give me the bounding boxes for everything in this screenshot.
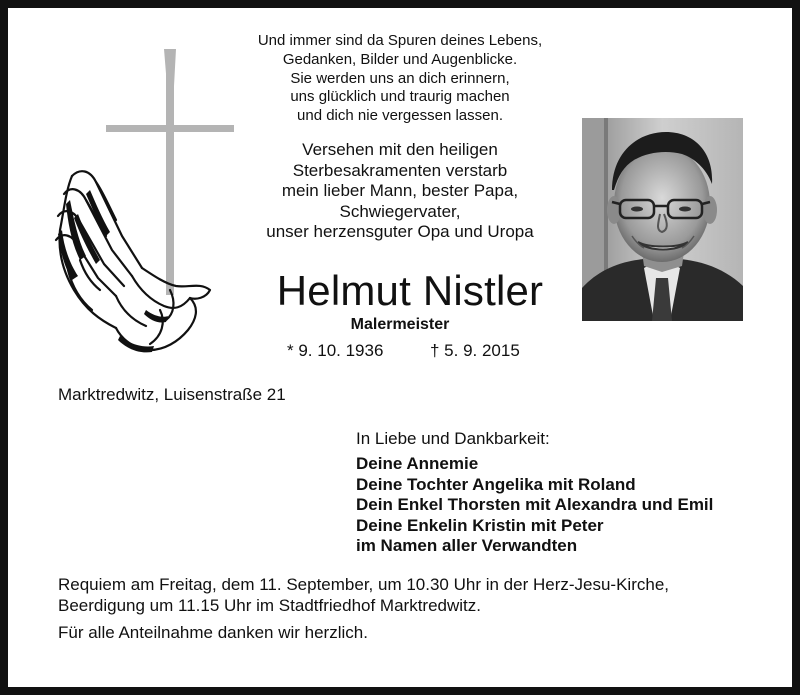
- poem: [215, 32, 585, 126]
- poem-line: uns glücklich und traurig machen: [290, 88, 510, 106]
- deceased-name: Helmut Nistler: [276, 267, 544, 314]
- announcement-line: unser herzensguter Opa und Uropa: [266, 222, 534, 241]
- poem-line: und dich nie vergessen lassen.: [297, 107, 503, 125]
- poem-line: Und immer sind da Spuren deines Lebens,: [257, 32, 543, 49]
- family-member: im Namen aller Verwandten: [356, 536, 578, 556]
- profession: Malermeister: [350, 316, 450, 333]
- thanks-note: Für alle Anteilnahme danken wir herzlich.: [58, 623, 368, 642]
- funeral-line: Beerdigung um 11.15 Uhr im Stadtfriedhof Marktredwitz.: [58, 595, 481, 615]
- poem-line: Sie werden uns an dich erinnern,: [290, 69, 510, 87]
- family-member: Deine Tochter Angelika mit Roland: [356, 474, 636, 494]
- portrait-photo: [582, 118, 743, 321]
- announcement-line: Schwiegervater,: [339, 201, 461, 221]
- announcement-line: mein lieber Mann, bester Papa,: [281, 181, 519, 200]
- family-intro: In Liebe und Dankbarkeit:: [356, 429, 550, 448]
- family-member: Deine Annemie: [356, 454, 479, 473]
- announcement-line: Sterbesakramenten verstarb: [292, 160, 508, 180]
- death-announcement: [215, 140, 585, 243]
- death-date: † 5. 9. 2015: [430, 341, 520, 360]
- address: Marktredwitz, Luisenstraße 21: [58, 385, 286, 404]
- birth-date: * 9. 10. 1936: [287, 341, 384, 360]
- praying-hands-icon: [50, 160, 220, 365]
- family-member: Deine Enkelin Kristin mit Peter: [356, 515, 604, 535]
- announcement-line: Versehen mit den heiligen: [302, 140, 498, 159]
- funeral-line: Requiem am Freitag, dem 11. September, um 10.30 Uhr in der Herz-Jesu-Kirche,: [58, 575, 670, 594]
- family-member: Dein Enkel Thorsten mit Alexandra und Emil: [356, 495, 714, 515]
- funeral-details: [58, 575, 669, 616]
- family-list: [356, 454, 713, 557]
- poem-line: Gedanken, Bilder und Augenblicke.: [282, 50, 518, 68]
